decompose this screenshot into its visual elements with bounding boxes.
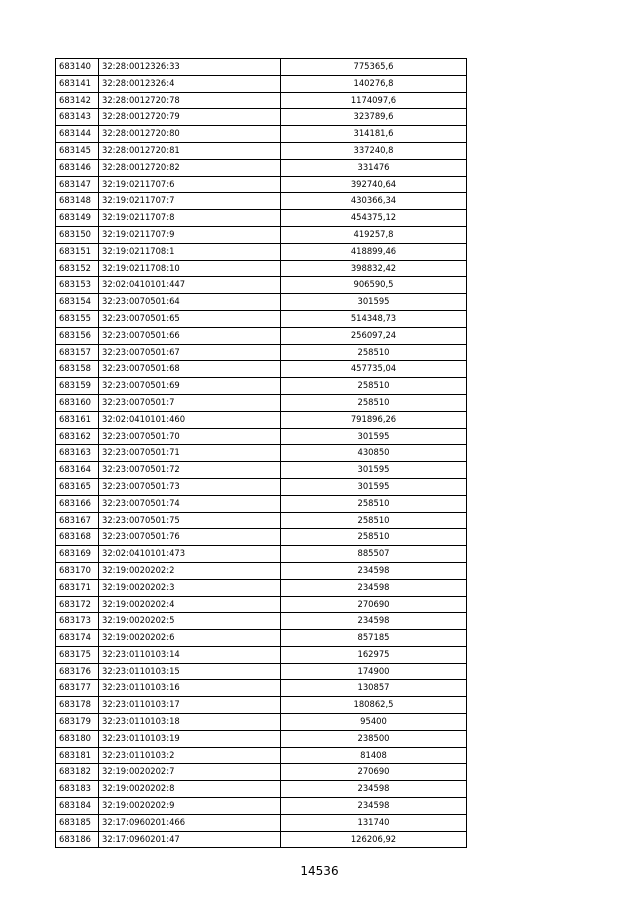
row-id-cell: 683175 <box>56 646 99 663</box>
row-id-cell: 683176 <box>56 663 99 680</box>
table-row <box>56 714 467 731</box>
table-row <box>56 193 467 210</box>
cadastral-number-cell: 32:23:0070501:69 <box>99 378 281 395</box>
row-id-cell: 683145 <box>56 142 99 159</box>
row-id-cell: 683177 <box>56 680 99 697</box>
table-row <box>56 109 467 126</box>
table-row <box>56 680 467 697</box>
table-row <box>56 814 467 831</box>
value-cell: 234598 <box>281 613 467 630</box>
cadastral-number-cell: 32:23:0070501:68 <box>99 361 281 378</box>
table-row <box>56 361 467 378</box>
row-id-cell: 683163 <box>56 445 99 462</box>
value-cell: 270690 <box>281 596 467 613</box>
row-id-cell: 683171 <box>56 579 99 596</box>
cadastral-number-cell: 32:28:0012720:78 <box>99 92 281 109</box>
value-cell: 1174097,6 <box>281 92 467 109</box>
cadastral-number-cell: 32:28:0012720:82 <box>99 159 281 176</box>
table-row <box>56 613 467 630</box>
table-row <box>56 344 467 361</box>
table-row <box>56 663 467 680</box>
row-id-cell: 683149 <box>56 210 99 227</box>
table-row <box>56 378 467 395</box>
row-id-cell: 683150 <box>56 226 99 243</box>
cadastral-number-cell: 32:28:0012720:80 <box>99 126 281 143</box>
table-row <box>56 495 467 512</box>
cadastral-number-cell: 32:19:0211707:9 <box>99 226 281 243</box>
cadastral-number-cell: 32:19:0211707:8 <box>99 210 281 227</box>
value-cell: 457735,04 <box>281 361 467 378</box>
row-id-cell: 683152 <box>56 260 99 277</box>
row-id-cell: 683167 <box>56 512 99 529</box>
row-id-cell: 683183 <box>56 781 99 798</box>
cadastral-number-cell: 32:17:0960201:466 <box>99 814 281 831</box>
value-cell: 331476 <box>281 159 467 176</box>
cadastral-number-cell: 32:23:0070501:70 <box>99 428 281 445</box>
row-id-cell: 683172 <box>56 596 99 613</box>
cadastral-number-cell: 32:23:0110103:17 <box>99 697 281 714</box>
value-cell: 775365,6 <box>281 59 467 76</box>
table-row <box>56 75 467 92</box>
value-cell: 256097,24 <box>281 327 467 344</box>
cadastral-number-cell: 32:23:0110103:18 <box>99 714 281 731</box>
value-cell: 234598 <box>281 781 467 798</box>
table-row <box>56 781 467 798</box>
row-id-cell: 683162 <box>56 428 99 445</box>
table-row <box>56 546 467 563</box>
cadastral-number-cell: 32:17:0960201:47 <box>99 831 281 848</box>
cadastral-number-cell: 32:23:0070501:71 <box>99 445 281 462</box>
row-id-cell: 683186 <box>56 831 99 848</box>
row-id-cell: 683181 <box>56 747 99 764</box>
table-row <box>56 210 467 227</box>
cadastral-number-cell: 32:23:0070501:76 <box>99 529 281 546</box>
row-id-cell: 683146 <box>56 159 99 176</box>
table-row <box>56 226 467 243</box>
row-id-cell: 683140 <box>56 59 99 76</box>
value-cell: 140276,8 <box>281 75 467 92</box>
cadastral-number-cell: 32:02:0410101:473 <box>99 546 281 563</box>
value-cell: 180862,5 <box>281 697 467 714</box>
cadastral-number-cell: 32:23:0070501:64 <box>99 294 281 311</box>
row-id-cell: 683184 <box>56 798 99 815</box>
cadastral-number-cell: 32:19:0020202:9 <box>99 798 281 815</box>
table-row <box>56 562 467 579</box>
cadastral-number-cell: 32:02:0410101:447 <box>99 277 281 294</box>
row-id-cell: 683164 <box>56 462 99 479</box>
value-cell: 130857 <box>281 680 467 697</box>
cadastral-value-table <box>55 58 467 848</box>
value-cell: 258510 <box>281 529 467 546</box>
table-body <box>56 59 467 848</box>
value-cell: 81408 <box>281 747 467 764</box>
row-id-cell: 683180 <box>56 730 99 747</box>
table-row <box>56 764 467 781</box>
cadastral-number-cell: 32:23:0070501:74 <box>99 495 281 512</box>
value-cell: 418899,46 <box>281 243 467 260</box>
table-row <box>56 294 467 311</box>
table-row <box>56 243 467 260</box>
page-number: 14536 <box>300 864 339 878</box>
value-cell: 234598 <box>281 798 467 815</box>
cadastral-number-cell: 32:19:0020202:4 <box>99 596 281 613</box>
value-cell: 238500 <box>281 730 467 747</box>
cadastral-number-cell: 32:23:0070501:73 <box>99 478 281 495</box>
cadastral-number-cell: 32:02:0410101:460 <box>99 411 281 428</box>
row-id-cell: 683154 <box>56 294 99 311</box>
table-row <box>56 159 467 176</box>
table-row <box>56 747 467 764</box>
table-row <box>56 831 467 848</box>
value-cell: 791896,26 <box>281 411 467 428</box>
table-row <box>56 445 467 462</box>
table-row <box>56 462 467 479</box>
row-id-cell: 683147 <box>56 176 99 193</box>
cadastral-number-cell: 32:19:0020202:5 <box>99 613 281 630</box>
value-cell: 301595 <box>281 428 467 445</box>
value-cell: 857185 <box>281 630 467 647</box>
cadastral-number-cell: 32:19:0020202:6 <box>99 630 281 647</box>
value-cell: 398832,42 <box>281 260 467 277</box>
row-id-cell: 683143 <box>56 109 99 126</box>
row-id-cell: 683174 <box>56 630 99 647</box>
value-cell: 270690 <box>281 764 467 781</box>
table-row <box>56 529 467 546</box>
row-id-cell: 683170 <box>56 562 99 579</box>
table-row <box>56 579 467 596</box>
cadastral-number-cell: 32:28:0012326:33 <box>99 59 281 76</box>
value-cell: 430850 <box>281 445 467 462</box>
value-cell: 430366,34 <box>281 193 467 210</box>
value-cell: 258510 <box>281 394 467 411</box>
row-id-cell: 683156 <box>56 327 99 344</box>
table-row <box>56 798 467 815</box>
row-id-cell: 683173 <box>56 613 99 630</box>
row-id-cell: 683148 <box>56 193 99 210</box>
table-row <box>56 277 467 294</box>
value-cell: 95400 <box>281 714 467 731</box>
value-cell: 906590,5 <box>281 277 467 294</box>
value-cell: 126206,92 <box>281 831 467 848</box>
table-row <box>56 394 467 411</box>
table-row <box>56 512 467 529</box>
value-cell: 234598 <box>281 562 467 579</box>
table-row <box>56 92 467 109</box>
row-id-cell: 683168 <box>56 529 99 546</box>
value-cell: 258510 <box>281 495 467 512</box>
row-id-cell: 683166 <box>56 495 99 512</box>
row-id-cell: 683179 <box>56 714 99 731</box>
row-id-cell: 683158 <box>56 361 99 378</box>
row-id-cell: 683151 <box>56 243 99 260</box>
cadastral-number-cell: 32:28:0012326:4 <box>99 75 281 92</box>
table-row <box>56 176 467 193</box>
cadastral-number-cell: 32:23:0110103:16 <box>99 680 281 697</box>
value-cell: 258510 <box>281 378 467 395</box>
value-cell: 301595 <box>281 462 467 479</box>
row-id-cell: 683141 <box>56 75 99 92</box>
cadastral-number-cell: 32:28:0012720:79 <box>99 109 281 126</box>
value-cell: 162975 <box>281 646 467 663</box>
value-cell: 301595 <box>281 294 467 311</box>
row-id-cell: 683155 <box>56 310 99 327</box>
cadastral-number-cell: 32:23:0110103:14 <box>99 646 281 663</box>
cadastral-number-cell: 32:19:0020202:8 <box>99 781 281 798</box>
table-row <box>56 59 467 76</box>
row-id-cell: 683161 <box>56 411 99 428</box>
row-id-cell: 683182 <box>56 764 99 781</box>
table-row <box>56 630 467 647</box>
row-id-cell: 683153 <box>56 277 99 294</box>
cadastral-number-cell: 32:23:0070501:65 <box>99 310 281 327</box>
table-row <box>56 428 467 445</box>
row-id-cell: 683178 <box>56 697 99 714</box>
cadastral-number-cell: 32:23:0070501:75 <box>99 512 281 529</box>
table-row <box>56 697 467 714</box>
value-cell: 514348,73 <box>281 310 467 327</box>
table-row <box>56 646 467 663</box>
value-cell: 258510 <box>281 512 467 529</box>
value-cell: 131740 <box>281 814 467 831</box>
row-id-cell: 683157 <box>56 344 99 361</box>
value-cell: 454375,12 <box>281 210 467 227</box>
data-table-container <box>55 58 467 848</box>
table-row <box>56 260 467 277</box>
cadastral-number-cell: 32:19:0020202:3 <box>99 579 281 596</box>
row-id-cell: 683159 <box>56 378 99 395</box>
value-cell: 885507 <box>281 546 467 563</box>
cadastral-number-cell: 32:19:0211708:10 <box>99 260 281 277</box>
row-id-cell: 683165 <box>56 478 99 495</box>
cadastral-number-cell: 32:19:0211707:7 <box>99 193 281 210</box>
cadastral-number-cell: 32:23:0070501:7 <box>99 394 281 411</box>
row-id-cell: 683144 <box>56 126 99 143</box>
table-row <box>56 411 467 428</box>
value-cell: 337240,8 <box>281 142 467 159</box>
table-row <box>56 142 467 159</box>
cadastral-number-cell: 32:19:0211708:1 <box>99 243 281 260</box>
cadastral-number-cell: 32:19:0211707:6 <box>99 176 281 193</box>
table-row <box>56 478 467 495</box>
table-row <box>56 730 467 747</box>
cadastral-number-cell: 32:23:0070501:66 <box>99 327 281 344</box>
value-cell: 174900 <box>281 663 467 680</box>
cadastral-number-cell: 32:23:0070501:72 <box>99 462 281 479</box>
cadastral-number-cell: 32:23:0070501:67 <box>99 344 281 361</box>
value-cell: 314181,6 <box>281 126 467 143</box>
cadastral-number-cell: 32:23:0110103:15 <box>99 663 281 680</box>
value-cell: 419257,8 <box>281 226 467 243</box>
cadastral-number-cell: 32:19:0020202:7 <box>99 764 281 781</box>
table-row <box>56 126 467 143</box>
table-row <box>56 596 467 613</box>
value-cell: 392740,64 <box>281 176 467 193</box>
value-cell: 301595 <box>281 478 467 495</box>
row-id-cell: 683142 <box>56 92 99 109</box>
row-id-cell: 683169 <box>56 546 99 563</box>
cadastral-number-cell: 32:23:0110103:2 <box>99 747 281 764</box>
table-row <box>56 310 467 327</box>
cadastral-number-cell: 32:23:0110103:19 <box>99 730 281 747</box>
value-cell: 234598 <box>281 579 467 596</box>
cadastral-number-cell: 32:28:0012720:81 <box>99 142 281 159</box>
row-id-cell: 683185 <box>56 814 99 831</box>
row-id-cell: 683160 <box>56 394 99 411</box>
value-cell: 258510 <box>281 344 467 361</box>
value-cell: 323789,6 <box>281 109 467 126</box>
table-row <box>56 327 467 344</box>
cadastral-number-cell: 32:19:0020202:2 <box>99 562 281 579</box>
